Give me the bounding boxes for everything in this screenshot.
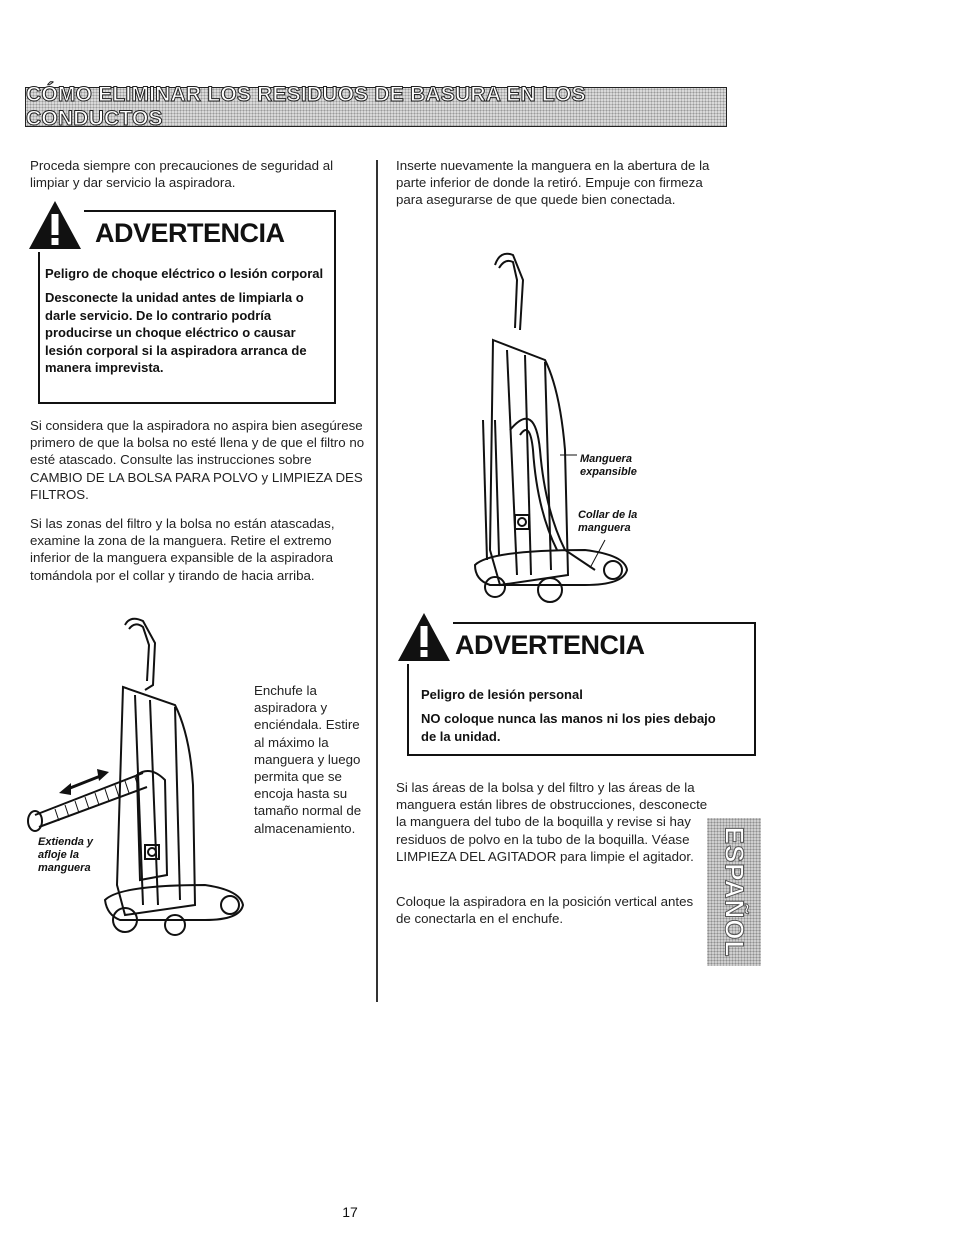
reinsert-hose-paragraph: Inserte nuevamente la manguera en la abertura de la parte inferior de donde la retiró. Empuje con firmeza para asegurarse de que quede bien conectada. <box>396 158 710 208</box>
language-tab <box>707 818 761 966</box>
warning-title: ADVERTENCIA <box>95 218 285 248</box>
double-arrow-icon <box>59 769 109 795</box>
warning-instruction: Desconecte la unidad antes de limpiarla o darle servicio. De lo contrario podría producirse un choque eléctrico o causar lesión corporal si la aspiradora arranca de manera imprevista. <box>45 290 307 375</box>
warning-hazard: Peligro de choque eléctrico o lesión corporal <box>45 266 324 281</box>
label-hose-collar: Collar de la manguera <box>578 509 638 534</box>
warning-hazard-2: Peligro de lesión personal <box>421 687 583 702</box>
warning-instruction-2: NO coloque nunca las manos ni los pies debajo de la unidad. <box>421 711 716 744</box>
section-title-bar <box>25 83 727 130</box>
column-divider <box>376 160 378 1002</box>
intro-paragraph: Proceda siempre con precauciones de seguridad al limpiar y dar servicio la aspiradora. <box>30 158 334 191</box>
upright-position-paragraph: Coloque la aspiradora en la posición vertical antes de conectarla en el enchufe. <box>396 894 694 927</box>
warning-triangle-icon <box>26 198 84 252</box>
examine-hose-paragraph: Si las zonas del filtro y la bolsa no están atascadas, examine la zona de la manguera. Retire el extremo inferior de la manguera expansible de la aspiradora tomándola por el collar y tirando de hacia arriba. <box>30 516 335 583</box>
plug-in-instructions: Enchufe la aspiradora y enciéndala. Estire al máximo la manguera y luego permita que se encoja hasta su tamaño normal de almacenamiento. <box>254 683 362 836</box>
check-bag-paragraph: Si considera que la aspiradora no aspira bien asegúrese primero de que la bolsa no esté llena y de que el filtro no esté atascado. Consulte las instrucciones sobre CAMBIO DE LA BOLSA PARA POLVO y LIMPIEZA DES FILTROS. <box>30 418 365 502</box>
language-tab-label: ESPAÑOL <box>719 826 750 958</box>
page-number: 17 <box>342 1204 358 1220</box>
figure-caption-extend: Extienda y afloje la manguera <box>38 836 94 874</box>
label-expandable-hose: Manguera expansible <box>580 453 637 478</box>
warning-box-injury <box>407 622 756 756</box>
warning-title-2: ADVERTENCIA <box>455 630 645 660</box>
check-nozzle-paragraph: Si las áreas de la bolsa y del filtro y las áreas de la manguera están libres de obstrucciones, desconecte la manguera del tubo de la boquilla y revise si hay residuos de polvo en la tubo de la boquilla. Véase LIMPIEZA DEL AGITADOR para limpie el agitador. <box>396 780 708 864</box>
warning-triangle-icon <box>395 610 453 664</box>
section-title: CÓMO ELIMINAR LOS RESIDUOS DE BASURA EN LOS CONDUCTOS <box>26 83 586 130</box>
vacuum-hose-collar-illustration <box>465 250 635 605</box>
vacuum-extended-hose-illustration <box>25 615 250 940</box>
